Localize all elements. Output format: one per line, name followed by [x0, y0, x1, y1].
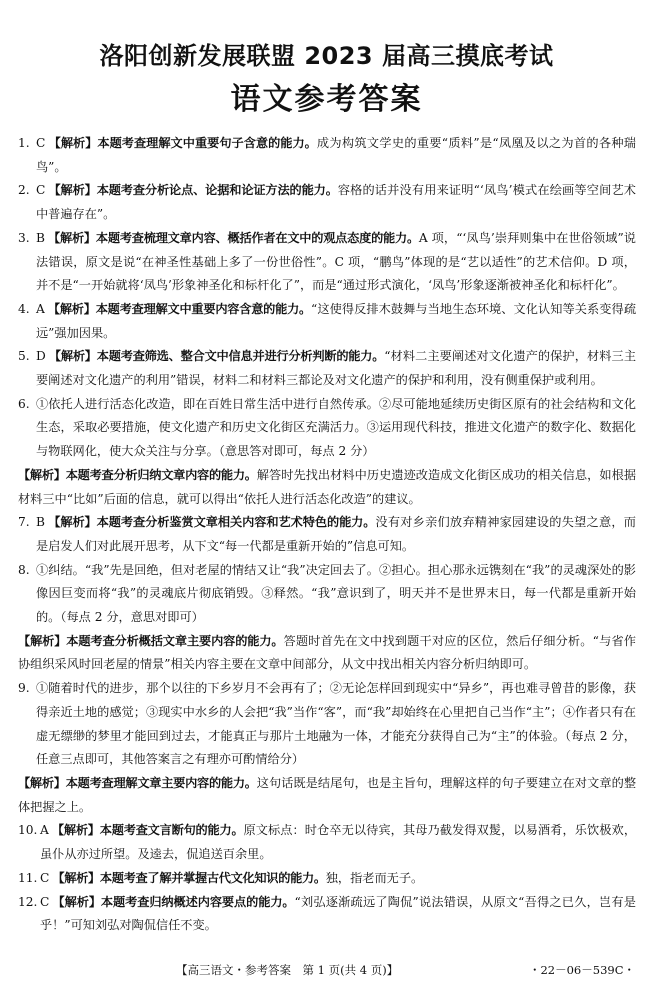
- answer-item: [18, 227, 636, 298]
- answer-text: “这使得反排木鼓舞与当地生态环境、文化认知等关系变得疏远”强加因果。: [36, 301, 637, 340]
- question-number: 6.: [18, 396, 30, 411]
- analysis-label: 【解析】本题考查分析归纳文章内容的能力。: [18, 467, 257, 482]
- answer-choice: C: [40, 894, 50, 909]
- answer-choice: B: [36, 515, 45, 530]
- analysis-note: [18, 772, 636, 819]
- question-number: 2.: [18, 183, 30, 198]
- answer-text: A 项，“‘凤鸟’崇拜则集中在世俗领域”说法错误，原文是说“在神圣性基础上多了一份世俗性”。C 项，“鹏鸟”体现的是“艺以适性”的艺术信仰。D 项，并不是“一开始就将‘凤鸟’形象神圣化和标杆化了”，而是“通过形式演化，‘凤鸟’形象逐渐被神圣化和标杆化”。: [36, 230, 636, 293]
- answer-text: 没有对乡亲们放弃精神家园建设的失望之意，而是启发人们对此展开思考，从下文“每一代都是重新开始的”信息可知。: [36, 515, 636, 553]
- answer-choice: A: [36, 301, 45, 316]
- analysis-label: 【解析】本题考查归纳概述内容要点的能力。: [52, 894, 295, 909]
- question-number: 11.: [18, 870, 38, 885]
- analysis-label: 【解析】本题考查分析论点、论据和论证方法的能力。: [48, 183, 338, 198]
- question-number: 1.: [18, 136, 30, 150]
- answer-text: 答题时首先在文中找到题干对应的区位，然后仔细分析。“与省作协组织采风时回老屋的情景”相关内容主要在文章中间部分，从文中找出相关内容分析归纳即可。: [18, 633, 636, 672]
- answer-item: [18, 819, 636, 866]
- answer-item: [18, 891, 636, 938]
- answer-list: [18, 132, 636, 938]
- answer-text: 这句话既是结尾句，也是主旨句，理解这样的句子要建立在对文章的整体把握之上。: [18, 775, 637, 814]
- analysis-label: 【解析】本题考查理解文中重要句子含意的能力。: [48, 136, 317, 150]
- answer-item: [18, 559, 636, 630]
- question-number: 9.: [18, 681, 30, 696]
- analysis-label: 【解析】本题考查梳理文章内容、概括作者在文中的观点态度的能力。: [47, 230, 419, 245]
- question-number: 10.: [18, 823, 38, 838]
- answer-text: “刘弘逐渐疏远了陶侃”说法错误，从原文“吾得之已久，岂有是乎！”可知刘弘对陶侃信任不变。: [40, 894, 636, 933]
- question-number: 3.: [18, 230, 30, 245]
- analysis-label: 【解析】本题考查分析鉴赏文章相关内容和艺术特色的能力。: [47, 515, 376, 530]
- answer-item: [18, 345, 636, 392]
- answer-text: 成为构筑文学史的重要“质料”是“凤凰及以之为首的各种瑞鸟”。: [36, 136, 636, 174]
- answer-item: [18, 298, 636, 345]
- answer-choice: C: [36, 183, 46, 198]
- answer-choice: C: [40, 870, 50, 885]
- answer-choice: C: [36, 136, 46, 150]
- answer-item: [18, 511, 636, 558]
- analysis-label: 【解析】本题考查理解文中重要内容含意的能力。: [47, 301, 312, 316]
- footer-code: ・22－06－539C・: [528, 963, 635, 977]
- analysis-note: [18, 630, 636, 677]
- analysis-note: [18, 464, 636, 511]
- analysis-label: 【解析】本题考查理解文章主要内容的能力。: [18, 775, 257, 790]
- answer-item: [18, 677, 636, 772]
- answer-choice: B: [36, 230, 45, 245]
- answer-text: 容格的话并没有用来证明“‘凤鸟’模式在绘画等空间艺术中普遍存在”。: [36, 183, 636, 222]
- question-number: 4.: [18, 301, 30, 316]
- question-number: 12.: [18, 894, 38, 909]
- question-number: 7.: [18, 515, 30, 530]
- page-title: 洛阳创新发展联盟 2023 届高三摸底考试: [99, 42, 554, 70]
- analysis-label: 【解析】本题考查文言断句的能力。: [51, 823, 244, 838]
- answer-text: 独，指老而无子。: [325, 870, 424, 885]
- answer-item: [18, 393, 636, 464]
- analysis-label: 【解析】本题考查分析概括文章主要内容的能力。: [18, 633, 284, 648]
- answer-text: “材料二主要阐述对文化遗产的保护，材料三主要阐述对文化遗产的利用”错误，材料二和材料三都论及对文化遗产的保护和利用，没有侧重保护或利用。: [36, 349, 637, 388]
- analysis-label: 【解析】本题考查了解并掌握古代文化知识的能力。: [52, 870, 326, 885]
- question-number: 8.: [18, 562, 30, 577]
- footer-page-info: 【高三语文・参考答案 第 1 页(共 4 页)】: [176, 963, 399, 977]
- answer-text: ①纠结。“我”先是回绝，但对老屋的情结又让“我”决定回去了。②担心。担心那永远镌刻在“我”的灵魂深处的影像因巨变而将“我”的灵魂底片彻底销毁。③释然。“我”意识到了，明天并不是世界末日，每一代都是重新开始的。（每点 2 分，意思对即可）: [36, 562, 636, 625]
- answer-text: ①依托人进行活态化改造，即在百姓日常生活中进行自然传承。②尽可能地延续历史街区原有的社会结构和文化生态，采取必要措施，使文化遗产和历史文化街区充满活力。③运用现代科技，推进文化遗产的数字化、数据化与物联网化，使大众关注与分享。（意思答对即可，每点 2 分）: [36, 396, 636, 459]
- answer-text: 原文标点：时仓卒无以待宾，其母乃截发得双髲，以易酒肴，乐饮极欢，虽仆从亦过所望。及逵去，侃追送百余里。: [40, 823, 637, 862]
- page-subtitle: 语文参考答案: [230, 82, 423, 117]
- answer-item: [18, 867, 636, 891]
- answer-item: [18, 179, 636, 226]
- answer-choice: A: [40, 823, 49, 838]
- answer-text: 解答时先找出材料中历史遗迹改造成文化街区成功的相关信息，如根据材料三中“比如”后面的信息，就可以得出“依托人进行活态化改造”的建议。: [18, 467, 637, 506]
- analysis-label: 【解析】本题考查筛选、整合文中信息并进行分析判断的能力。: [48, 349, 385, 364]
- answer-item: [18, 132, 636, 179]
- question-number: 5.: [18, 349, 30, 364]
- answer-choice: D: [36, 349, 46, 364]
- answer-text: ①随着时代的进步，那个以往的下乡岁月不会再有了；②无论怎样回到现实中“异乡”，再也难寻曾昔的影像，获得亲近土地的感觉；③现实中水乡的人会把“我”当作“客”，而“我”却始终在心里把自己当作“主”；④作者只有在虚无缥缈的梦里才能回到过去，才能真正与那片土地融为一体，才能充分获得自己为“主”的体验。（每点 2 分，任意三点即可，其他答案言之有理亦可酌情给分）: [36, 681, 636, 767]
